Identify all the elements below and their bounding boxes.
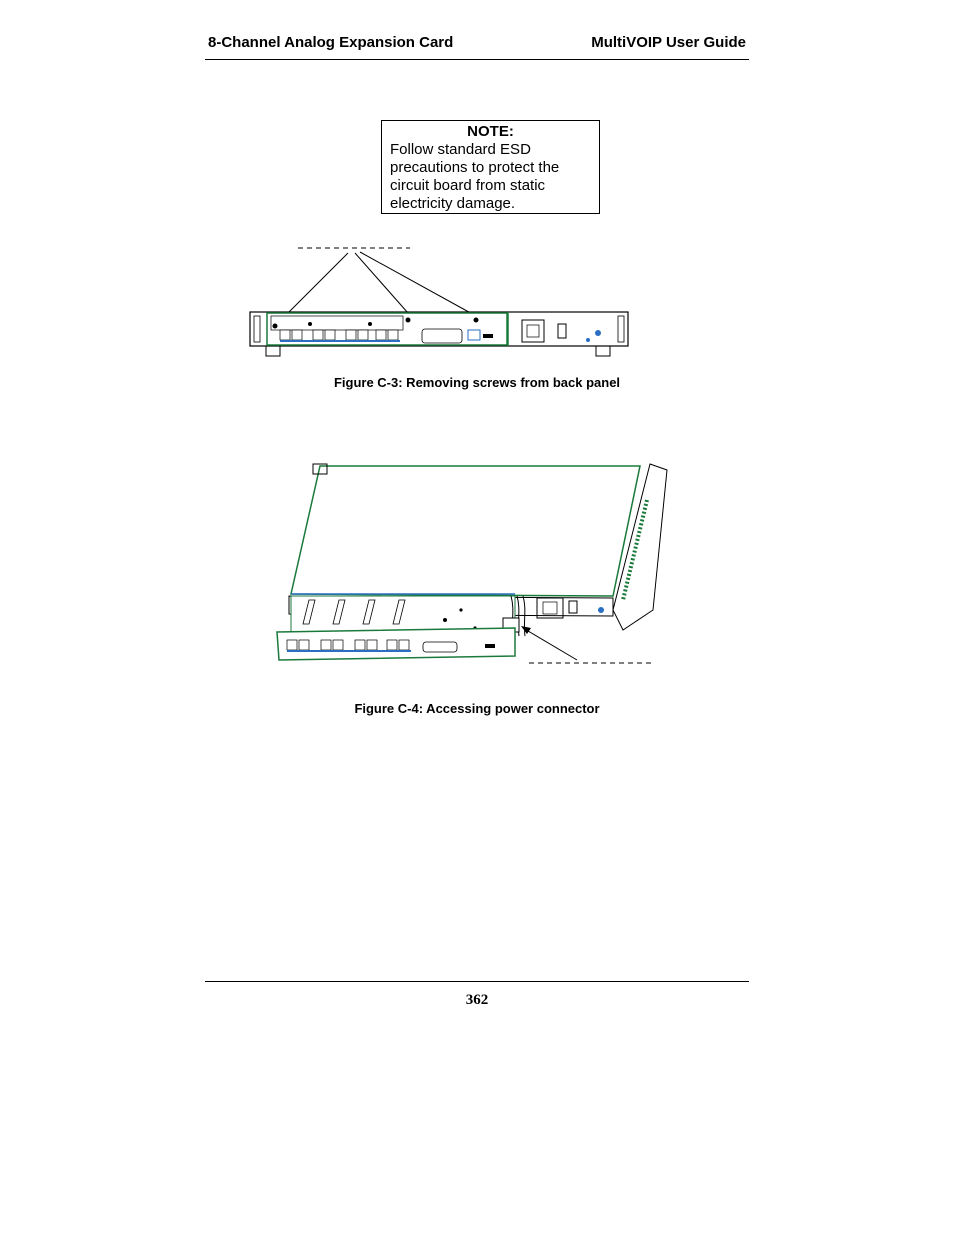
note-line: precautions to protect the bbox=[390, 159, 560, 176]
esd-note-box bbox=[381, 120, 600, 214]
note-line: circuit board from static bbox=[390, 177, 546, 194]
running-header-chapter: 8-Channel Analog Expansion Card bbox=[208, 34, 454, 51]
chassis-top bbox=[291, 466, 640, 596]
callout-line bbox=[360, 252, 476, 316]
figure-c4-caption: Figure C-4: Accessing power connector bbox=[354, 701, 600, 716]
footer-rule bbox=[205, 981, 749, 982]
note-line: Follow standard ESD bbox=[390, 141, 531, 158]
callout-line bbox=[355, 253, 408, 313]
figure-c4-open-chassis bbox=[275, 460, 665, 670]
header-rule bbox=[205, 59, 749, 60]
figure-c3-back-panel bbox=[240, 240, 640, 360]
note-line: electricity damage. bbox=[390, 195, 516, 212]
note-title: NOTE: bbox=[467, 123, 514, 140]
figure-c3-caption: Figure C-3: Removing screws from back panel bbox=[333, 375, 621, 390]
running-header-guide: MultiVOIP User Guide bbox=[591, 34, 746, 51]
page-number: 362 bbox=[465, 992, 489, 1008]
callout-arrow bbox=[523, 628, 577, 660]
